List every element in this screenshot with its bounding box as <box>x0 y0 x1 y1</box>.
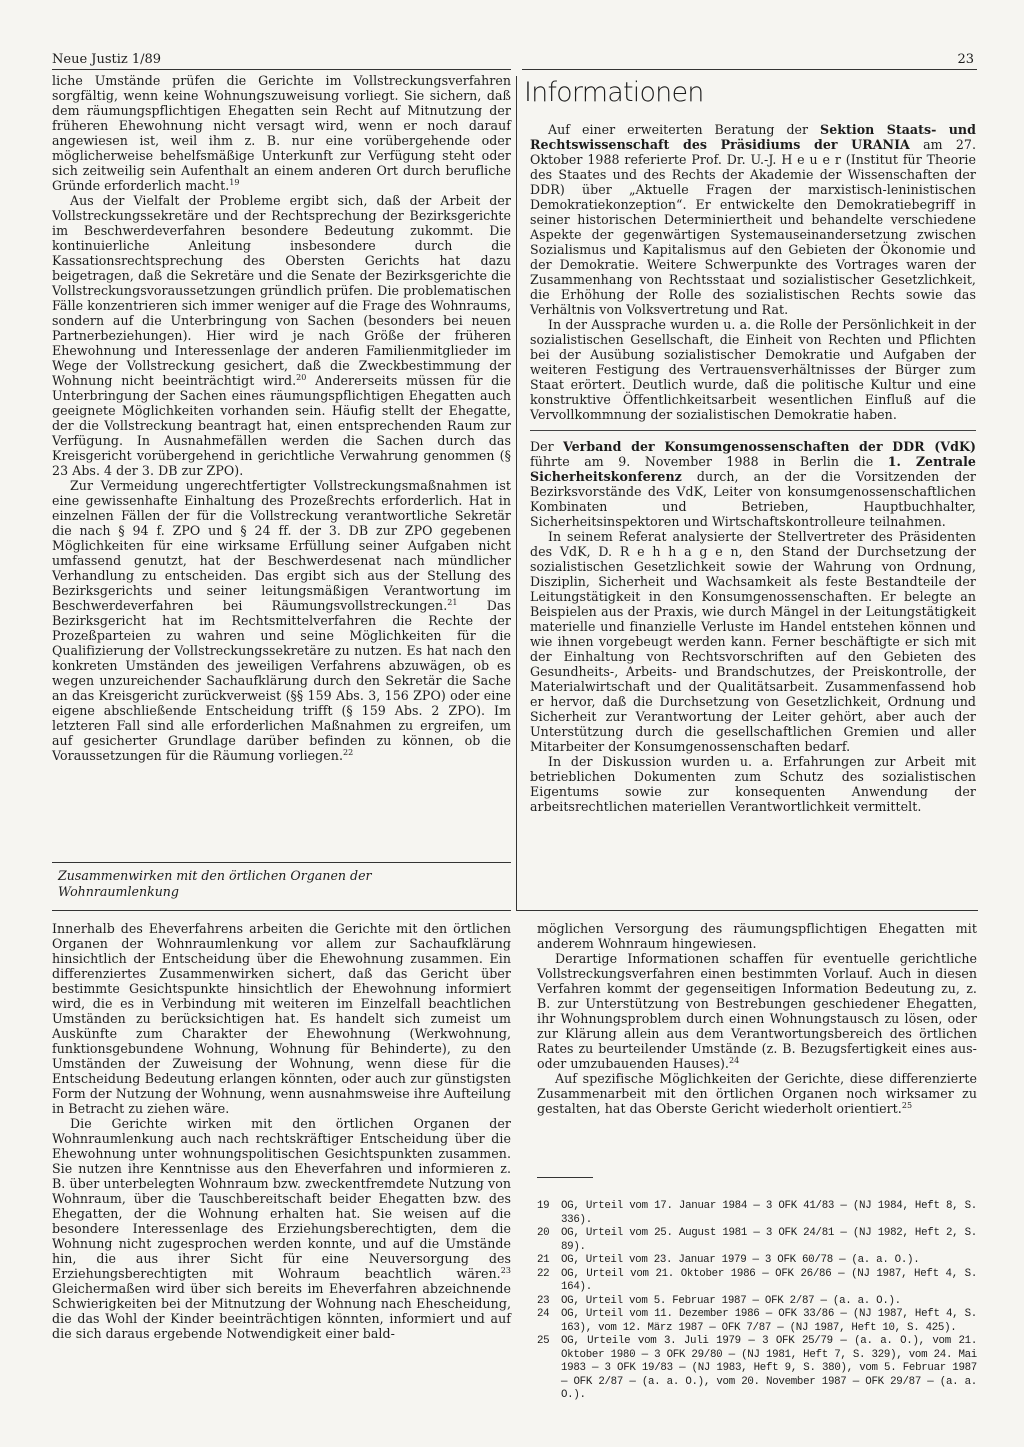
footnotes <box>537 1200 977 1403</box>
item-divider <box>530 430 976 431</box>
footnote-item <box>537 1268 977 1295</box>
paragraph: In der Diskussion wurden u. a. Erfahrungen zur Arbeit mit betrieblichen Dokumenten zum Schutz des sozialistischen Eigentums sowie zur konsequenten Anwendung der arbeitsrechtlichen materiellen Verantwortlichkeit vermittelt. <box>530 754 976 814</box>
footnote-text: OG, Urteil vom 25. August 1981 — 3 OFK 24/81 — (NJ 1982, Heft 2, S. 89). <box>561 1227 977 1253</box>
header-rule-right <box>522 69 977 70</box>
bottom-left-text <box>52 921 511 1341</box>
paragraph: In der Aussprache wurden u. a. die Rolle der Persönlichkeit in der sozialistischen Gesellschaft, die Einheit von Rechten und Pflichten bei der Ausübung sozialistischer Demokratie und Aufgaben der weiteren Festigung des Vertrauensverhältnisses der Bürger zum Staat erörtert. Deutlich wurde, daß die politische Kultur und eine konstruktive Öffentlichkeitsarbeit wesentlichen Einfluß auf die Vervollkommnung der sozialistischen Demokratie haben. <box>530 317 976 422</box>
paragraph: Die Gerichte wirken mit den örtlichen Organen der Wohnraumlenkung auch nach rechtskräftiger Entscheidung über die Ehewohnung unter wohnungspolitischen Gesichtspunkten zusammen. Sie nutzen ihre Kenntnisse aus den Eheverfahren und informieren z. B. über unterbelegten Wohnraum bzw. zweckentfremdete Nutzung von Wohnraum, über die Tauschbereitschaft beider Ehegatten bzw. des Ehegatten, der die Wohnung erhalten hat. Sie weisen auf die besondere Interessenlage des Erziehungsberechtigten, dem die Wohnung nicht zugesprochen werden konnte, und auf die Umstände hin, die aus ihrer Sicht für eine Neuversorgung des Erziehungsberechtigten mit Wohraum beachtlich wären.$^{23}$ Gleichermaßen wird über sich bereits im Eheverfahren abzeichnende Schwierigkeiten bei der Mitnutzung der Wohnung nach Ehescheidung, die das Wohl der Kinder beeinträchtigen könnten, informiert und auf die sich daraus ergebende Notwendigkeit einer bald- <box>52 1116 511 1341</box>
footnote-rule <box>537 1177 593 1178</box>
footnote-ref: 20 <box>296 372 307 382</box>
header-rule-left <box>52 69 511 70</box>
paragraph: Der Verband der Konsumgenossenschaften der DDR (VdK) führte am 9. November 1988 in Berlin die 1. Zentrale Sicherheitskonferenz durch, an der die Vorsitzenden der Bezirksvorstände des VdK, Leiter von konsumgenossenschaftlichen Kombinaten und Betrieben, Hauptbuchhalter, Sicherheitsinspektoren und Wirtschaftskontrolleure teilnahmen. <box>530 439 976 529</box>
footnote-number: 20 <box>537 1227 550 1239</box>
section-heading: Zusammenwirken mit den örtlichen Organen der Wohnraumlenkung <box>58 868 372 899</box>
footnote-number: 23 <box>537 1294 550 1307</box>
footnote-number: 19 <box>537 1200 550 1212</box>
footnote-ref: 22 <box>343 747 354 757</box>
section-rule-top <box>52 862 511 863</box>
page-number: 23 <box>957 52 974 67</box>
footnote-ref: 19 <box>229 177 240 187</box>
informationen-text <box>530 122 976 814</box>
paragraph: Innerhalb des Eheverfahrens arbeiten die Gerichte mit den örtlichen Organen der Wohnraumlenkung vor allem zur Sachaufklärung hinsichtlich der Entscheidung über die Ehewohnung zusammen. Ein differenziertes Zusammenwirken sichert, daß das Gericht über bestimmte Gesichtspunkte hinsichtlich der Ehewohnung informiert wird, die es in Verbindung mit weiteren im Einzelfall beachtlichen Umständen zu berücksichtigen hat. Es handelt sich zumeist um Auskünfte zum Charakter der Ehewohnung (Werkwohnung, funktionsgebundene Wohnung, Wohnung für Behinderte), zu den Umständen der Zuweisung der Wohnung, wenn diese für die Entscheidung Bedeutung erlangen könnten, oder auch zur günstigsten Form der Nutzung der Wohnung, wenn ausnahmsweise ihre Aufteilung in Betracht zu ziehen wäre. <box>52 921 511 1116</box>
footnote-item <box>537 1308 977 1335</box>
paragraph: möglichen Versorgung des räumungspflichtigen Ehegatten mit anderem Wohnraum hingewiesen. <box>537 921 977 951</box>
footnote-item <box>537 1335 977 1403</box>
paragraph: Auf spezifische Möglichkeiten der Gerichte, diese differenzierte Zusammenarbeit mit den örtlichen Organen noch wirksamer zu gestalten, hat das Oberste Gericht wiederholt orientiert.$^{25}$ <box>537 1071 977 1116</box>
section-rule-bottom <box>52 910 511 911</box>
footnote-item <box>537 1295 977 1309</box>
journal-title: Neue Justiz 1/89 <box>52 52 162 67</box>
footnote-text: OG, Urteile vom 3. Juli 1979 — 3 OFK 25/79 — (a. a. O.), vom 21. Oktober 1980 — 3 OFK 29/80 — (NJ 1981, Heft 7, S. 329), vom 24. Mai 1983 — 3 OFK 19/83 — (NJ 1983, Heft 9, S. 380), vom 5. Februar 1987 — OFK 2/87 — (a. a. O.), vom 20. November 1987 — OFK 29/87 — (a. a. O.). <box>561 1335 977 1401</box>
footnote-number: 25 <box>537 1335 550 1347</box>
footnote-item <box>537 1254 977 1268</box>
footnote-text: OG, Urteil vom 23. Januar 1979 — 3 OFK 60/78 — (a. a. O.). <box>561 1254 920 1266</box>
bottom-right-text <box>537 921 977 1116</box>
paragraph: Auf einer erweiterten Beratung der Sektion Staats- und Rechtswissenschaft des Präsidiums der URANIA am 27. Oktober 1988 referierte Prof. Dr. U.-J. H e u e r (Institut für Theorie des Staates und des Rechts der Akademie der Wissenschaften der DDR) über „Aktuelle Fragen der marxistisch-leninistischen Demokratiekonzeption“. Er entwickelte den Demokratiebegriff in seiner historischen Determiniertheit und behandelte verschiedene Aspekte der gegenwärtigen Systemauseinandersetzung zwischen Sozialismus und Kapitalismus auf den Gebieten der Ökonomie und der Demokratie. Weitere Schwerpunkte des Vortrages waren der Zusammenhang von Rechtsstaat und sozialistischer Gesetzlichkeit, die Erhöhung der Rolle des sozialistischen Rechts sowie das Verhältnis von Volksvertretung und Rat. <box>530 122 976 317</box>
footnote-number: 24 <box>537 1308 550 1320</box>
left-column-text <box>52 73 511 763</box>
paragraph: In seinem Referat analysierte der Stellvertreter des Präsidenten des VdK, D. R e h h a g e n, den Stand der Durchsetzung der sozialistischen Gesetzlichkeit sowie der Wahrung von Ordnung, Disziplin, Sicherheit und Wachsamkeit als feste Bestandteile der Leitungstätigkeit in den Konsumgenossenschaften. Er belegte an Beispielen aus der Praxis, wie durch Mängel in der Leitungstätigkeit materielle und finanzielle Verluste im Handel entstehen können und wie ihnen vorgebeugt werden kann. Ferner beschäftigte er sich mit der Einhaltung von Rechtsvorschriften auf den Gebieten des Gesundheits-, Arbeits- und Brandschutzes, der Preiskontrolle, der Materialwirtschaft und der Qualitätsarbeit. Zusammenfassend hob er hervor, daß die Durchsetzung von Gesetzlichkeit, Ordnung und Sicherheit zur Verantwortung der Leiter gehört, aber auch der Unterstützung durch die gesellschaftlichen Gremien und aller Mitarbeiter der Konsumgenossenschaften bedarf. <box>530 529 976 754</box>
footnote-text: OG, Urteil vom 5. Februar 1987 — OFK 2/87 — (a. a. O.). <box>561 1294 901 1307</box>
paragraph: liche Umstände prüfen die Gerichte im Vollstreckungsverfahren sorgfältig, wenn keine Wohnungszuweisung vorliegt. Sie sichern, daß dem räumungspflichtigen Ehegatten sein Recht auf Mitnutzung der früheren Ehewohnung nicht versagt wird, wenn er noch darauf angewiesen ist, weil ihm z. B. nur eine vorübergehende oder möglicherweise behelfsmäßige Unterkunft zur Verfügung steht oder sich zeitweilig sein Aufenthalt an einem anderen Ort durch berufliche Gründe erforderlich macht.$^{19}$ <box>52 73 511 193</box>
info-box-rule-bottom <box>516 910 978 911</box>
footnote-ref: 21 <box>447 597 458 607</box>
footnote-text: OG, Urteil vom 21. Oktober 1986 — OFK 26/86 — (NJ 1987, Heft 4, S. 164). <box>561 1267 977 1293</box>
footnote-text: OG, Urteil vom 11. Dezember 1986 — OFK 33/86 — (NJ 1987, Heft 4, S. 163), vom 12. März 1987 — OFK 7/87 — (NJ 1987, Heft 10, S. 425). <box>561 1308 977 1334</box>
footnote-item <box>537 1200 977 1227</box>
column-divider <box>516 76 517 911</box>
paragraph: Zur Vermeidung ungerechtfertigter Vollstreckungsmaßnahmen ist eine gewissenhafte Einhaltung des Prozeßrechts erforderlich. Hat in einzelnen Fällen der für die Vollstreckung verantwortliche Sekretär die nach § 94 f. ZPO und § 24 ff. der 3. DB zur ZPO gegebenen Möglichkeiten für eine wirksame Erfüllung seiner Aufgaben nicht umfassend genutzt, hat der Beschwerdesenat nach mündlicher Verhandlung zu entscheiden. Das ergibt sich aus der Stellung des Bezirksgerichts und seiner leitungsmäßigen Verantwortung im Beschwerdeverfahren bei Räumungsvollstreckungen.$^{21}$ Das Bezirksgericht hat im Rechtsmittelverfahren die Rechte der Prozeßparteien zu wahren und seine Möglichkeiten für die Qualifizierung der Vollstreckungssekretäre zu nutzen. Es hat nach den konkreten Umständen des jeweiligen Verfahrens abzuwägen, ob es wegen unzureichender Sachaufklärung durch den Sekretär die Sache an das Kreisgericht zurückverweist (§§ 159 Abs. 3, 156 ZPO) oder eine eigene abschließende Entscheidung trifft (§ 159 Abs. 2 ZPO). Im letzteren Fall sind alle erforderlichen Maßnahmen zu ergreifen, um auf gesicherter Grundlage darüber befinden zu können, ob die Voraussetzungen für die Räumung vorliegen.$^{22}$ <box>52 478 511 763</box>
footnote-ref: 24 <box>729 1055 740 1065</box>
footnote-text: OG, Urteil vom 17. Januar 1984 — 3 OFK 41/83 — (NJ 1984, Heft 8, S. 336). <box>561 1200 977 1226</box>
informationen-title: Informationen <box>524 77 704 108</box>
paragraph: Derartige Informationen schaffen für eventuelle gerichtliche Vollstreckungsverfahren einen bestimmten Vorlauf. Auch in diesen Verfahren kommt der gegenseitigen Information Bedeutung zu, z. B. zur Unterstützung von Bestrebungen geschiedener Ehegatten, ihr Wohnungsproblem durch einen Wohnungstausch zu lösen, oder zur Klärung allein aus dem Verantwortungsbereich des örtlichen Rates zu beurteilender Umstände (z. B. Bezugsfertigkeit eines aus- oder umzubauenden Hauses).$^{24}$ <box>537 951 977 1071</box>
footnote-ref: 25 <box>901 1100 913 1110</box>
footnote-ref: 23 <box>500 1265 511 1275</box>
footnote-number: 21 <box>537 1254 550 1266</box>
footnote-item <box>537 1227 977 1254</box>
footnote-number: 22 <box>537 1267 550 1280</box>
paragraph: Aus der Vielfalt der Probleme ergibt sich, daß der Arbeit der Vollstreckungssekretäre und der Rechtsprechung der Bezirksgerichte im Beschwerdeverfahren besondere Bedeutung zukommt. Die kontinuierliche Anleitung insbesondere durch die Kassationsrechtsprechung des Obersten Gerichts hat dazu beigetragen, daß die Sekretäre und die Senate der Bezirksgerichte die Vollstreckungsvoraussetzungen gründlich prüfen. Die problematischen Fälle konzentrieren sich immer weniger auf die Frage des Wohnraums, sondern auf die Unterbringung von Sachen (besonders bei neuen Partnerbeziehungen). Hier wird je nach Größe der früheren Ehewohnung und Interessenlage der anderen Familienmitglieder im Wege der Vollstreckung gesichert, daß die Zweckbestimmung der Wohnung nicht beeinträchtigt wird.$^{20}$ Andererseits müssen für die Unterbringung der Sachen eines räumungspflichtigen Ehegatten auch geeignete Möglichkeiten vorhanden sein. Häufig stellt der Ehegatte, der die Vollstreckung beantragt hat, einen entsprechenden Raum zur Verfügung. In Ausnahmefällen werden die Sachen durch das Kreisgericht vorübergehend in gerichtliche Verwahrung genommen (§ 23 Abs. 4 der 3. DB zur ZPO). <box>52 193 511 478</box>
